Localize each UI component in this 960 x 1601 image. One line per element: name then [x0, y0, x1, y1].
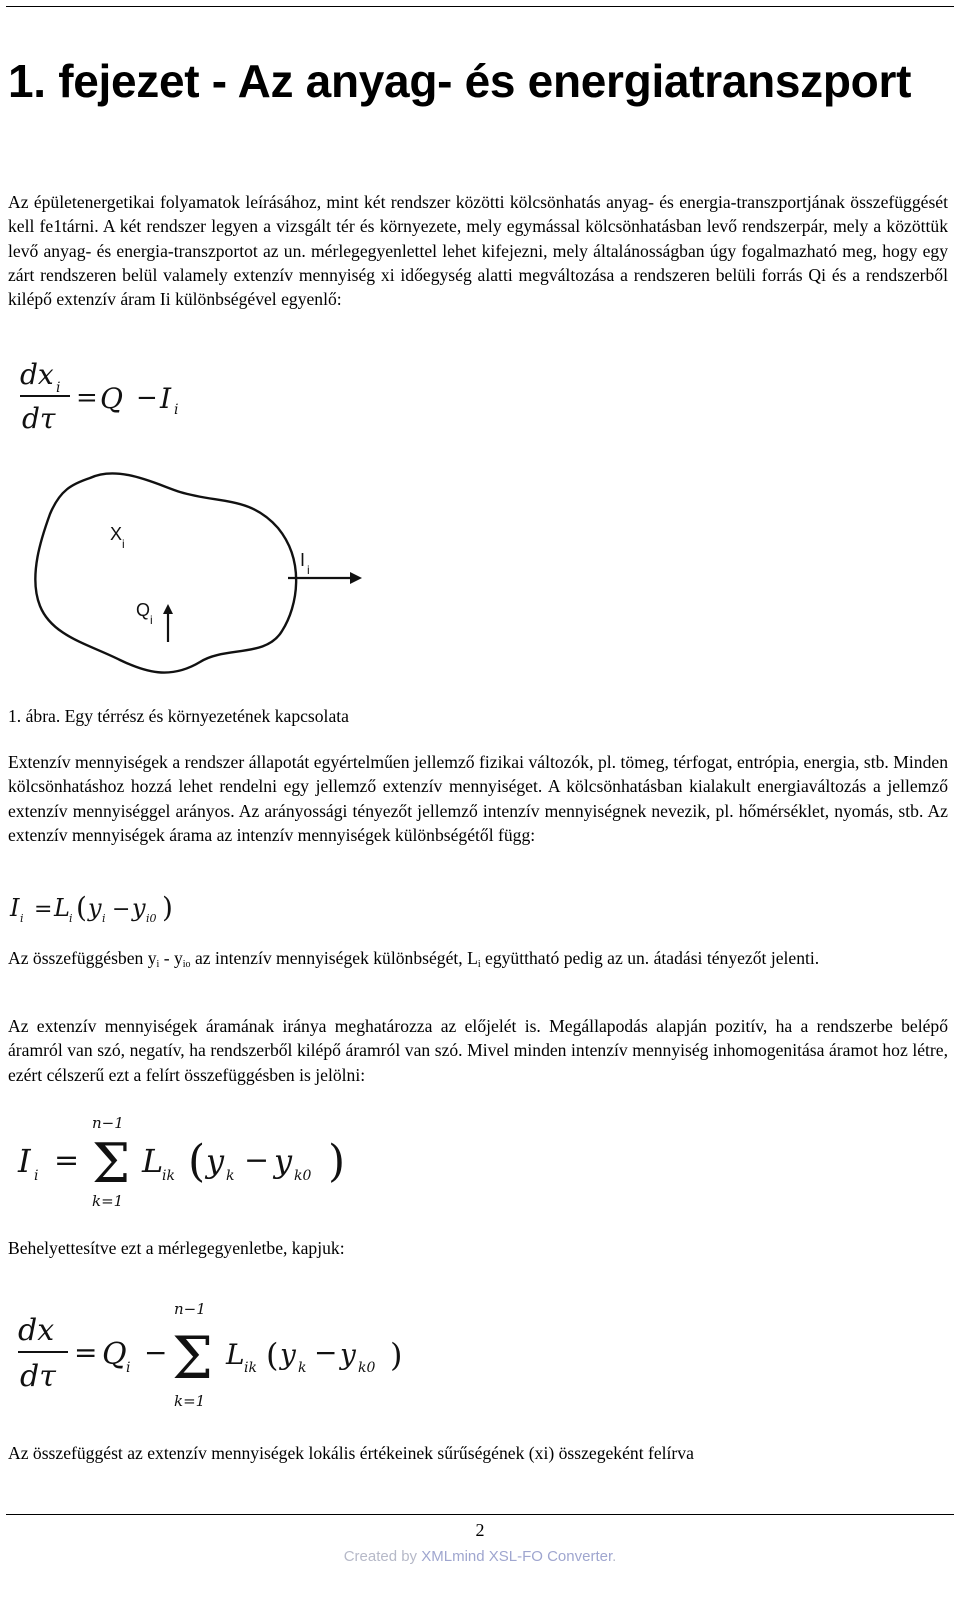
formula-final-upper: n−1	[174, 1300, 206, 1318]
formula-final-close: )	[390, 1336, 403, 1374]
formula-flow-minus: −	[112, 897, 131, 922]
difference-sub-3: i	[477, 959, 481, 970]
figure-system-svg	[20, 466, 370, 686]
formula-final-minus-2: −	[314, 1336, 338, 1369]
formula-sum-flow-lower: k=1	[92, 1192, 124, 1210]
formula-sum-flow-y0-sub: k0	[294, 1168, 312, 1184]
formula-flow-open: (	[76, 891, 87, 924]
formula-final-equals: =	[74, 1336, 98, 1369]
difference-text-b: - y	[159, 948, 183, 968]
formula-balance-svg	[8, 352, 208, 436]
formula-flow-l-sub: i	[69, 912, 73, 925]
chapter-title: 1. fejezet - Az anyag- és energiatranszport	[8, 55, 912, 107]
formula-sum-flow-lhs: I	[18, 1142, 31, 1180]
formula-sum-flow-upper: n−1	[92, 1114, 124, 1132]
formula-final-l-sub: ik	[244, 1360, 257, 1376]
figure-label-q-sub: i	[150, 613, 153, 627]
credit-suffix: .	[612, 1548, 617, 1565]
credit-link[interactable]: XMLmind XSL-FO Converter	[421, 1548, 613, 1565]
figure-system-boundary	[20, 466, 370, 691]
figure-label-i: I	[300, 550, 306, 570]
formula-balance-equals: =	[76, 383, 98, 413]
outflow-arrow-head	[350, 572, 362, 584]
figure-label-x-sub: i	[122, 537, 125, 551]
formula-final-y0: y	[340, 1338, 356, 1371]
formula-final-y0-sub: k0	[358, 1360, 376, 1376]
formula-final-q: Q	[102, 1337, 127, 1372]
formula-sum-flow-equals: =	[54, 1143, 80, 1178]
paragraph-intro: Az épületenergetikai folyamatok leírásához, mint két rendszer közötti kölcsönhatás anyag- és energia-transzportjának összefüggését kell fe1tárni. A két rendszer legyen a vizsgált tér és környezete, mely egymással kölcsönhatásban levő rendszerpár, mely a közöttük levő anyag- és energia-transzportot az un. mérlegegyenlettel lehet kifejezni, mely általánosságban úgy fogalmazható meg, hogy egy zárt rendszeren belül valamely extenzív mennyiség xi időegység alatti megváltozása a rendszeren belüli forrás Qi és a rendszerből kilépő extenzív áram Ii különbségével egyenlő:	[8, 192, 948, 310]
formula-balance-numerator-sub: i	[56, 380, 61, 396]
footer-credit	[0, 1548, 960, 1565]
formula-final-svg	[8, 1294, 418, 1414]
formula-sum-flow-svg	[8, 1110, 368, 1210]
formula-sum-flow-minus: −	[244, 1143, 270, 1178]
formula-flow-l: L	[54, 894, 70, 922]
formula-final-l: L	[226, 1338, 245, 1371]
formula-flow-close: )	[162, 891, 173, 924]
page-number: 2	[475, 1520, 485, 1540]
paragraph-difference	[8, 946, 948, 970]
difference-sub-1: i	[156, 959, 160, 970]
formula-sum-flow-sigma: Σ	[92, 1132, 131, 1195]
formula-flow	[8, 886, 208, 933]
formula-balance-denominator: dτ	[22, 402, 56, 435]
figure-label-x: X	[110, 524, 123, 544]
figure-label-q: Q	[136, 600, 151, 620]
difference-text-d: együttható pedig az un. átadási tényezőt jelenti.	[480, 948, 820, 968]
formula-balance-numerator: dx	[20, 358, 54, 391]
formula-sum-flow-l-sub: ik	[162, 1168, 175, 1184]
formula-balance-q: Q	[100, 382, 123, 415]
paragraph-substitution: Behelyettesítve ezt a mérlegegyenletbe, kapjuk:	[8, 1238, 345, 1258]
formula-sum-flow-close: )	[328, 1136, 346, 1187]
formula-final-numerator: dx	[18, 1313, 55, 1348]
paragraph-density: Az összefüggést az extenzív mennyiségek lokális értékeinek sűrűségének (xi) összegeként felírva	[8, 1443, 694, 1463]
formula-final-sigma: Σ	[172, 1324, 214, 1392]
formula-final-minus: −	[144, 1336, 168, 1369]
formula-sum-flow	[8, 1110, 368, 1215]
formula-final-open: (	[266, 1336, 279, 1374]
formula-final-y-sub: k	[298, 1360, 307, 1376]
formula-final-denominator: dτ	[20, 1359, 56, 1394]
formula-sum-flow-y0: y	[274, 1142, 293, 1180]
source-arrow-head	[163, 604, 173, 614]
formula-flow-svg	[8, 886, 208, 928]
formula-balance	[8, 352, 208, 441]
paragraph-direction: Az extenzív mennyiségek áramának iránya meghatározza az előjelét is. Megállapodás alapján pozitív, ha a rendszerbe belépő áramról van szó, negatív, ha rendszerből kilépő áramról van szó. Mivel minden intenzív mennyiség inhomogenitása áramot hoz létre, ezért célszerű ezt a felírt összefüggésben is jelölni:	[8, 1016, 948, 1085]
formula-flow-equals: =	[34, 897, 53, 922]
difference-text-a: Az összefüggésben y	[8, 948, 157, 968]
formula-flow-y0-sub: i0	[146, 912, 157, 925]
figure-label-i-sub: i	[307, 563, 310, 577]
formula-final	[8, 1294, 418, 1419]
bottom-rule	[6, 1514, 954, 1515]
formula-balance-i-sub: i	[174, 402, 179, 418]
formula-final-q-sub: i	[126, 1360, 131, 1376]
formula-final-lower: k=1	[174, 1392, 206, 1410]
formula-flow-y: y	[88, 894, 102, 922]
formula-flow-y0: y	[132, 894, 146, 922]
formula-flow-lhs: I	[10, 894, 20, 922]
formula-sum-flow-y-sub: k	[226, 1168, 235, 1184]
formula-sum-flow-l: L	[142, 1142, 164, 1180]
system-boundary-outline	[35, 473, 296, 672]
formula-sum-flow-lhs-sub: i	[34, 1168, 39, 1184]
formula-flow-lhs-sub: i	[20, 912, 24, 925]
paragraph-extensive: Extenzív mennyiségek a rendszer állapotát egyértelműen jellemző fizikai változók, pl. tömeg, térfogat, entrópia, energia, stb. Minden kölcsönhatáshoz hozzá lehet rendelni egy jellemző extenzív mennyiséget. A kölcsönhatásban kialakult energiaváltozás a jellemző extenzív mennyiséggel arányos. Az arányossági tényezőt jellemző intenzív mennyiségnek nevezik, pl. hőmérséklet, nyomás, stb. Az extenzív mennyiségek árama az intenzív mennyiségek különbségétől függ:	[8, 752, 948, 845]
formula-sum-flow-y: y	[206, 1142, 225, 1180]
difference-text-c: az intenzív mennyiségek különbségét, L	[190, 948, 478, 968]
formula-final-y: y	[280, 1338, 296, 1371]
difference-sub-2: io	[182, 959, 191, 970]
figure-caption: 1. ábra. Egy térrész és környezetének kapcsolata	[8, 706, 349, 726]
formula-sum-flow-open: (	[188, 1136, 206, 1187]
formula-balance-i: I	[160, 382, 172, 415]
formula-flow-y-sub: i	[102, 912, 106, 925]
credit-prefix: Created by	[343, 1548, 422, 1565]
top-rule	[6, 6, 954, 7]
formula-balance-minus: −	[136, 383, 158, 413]
